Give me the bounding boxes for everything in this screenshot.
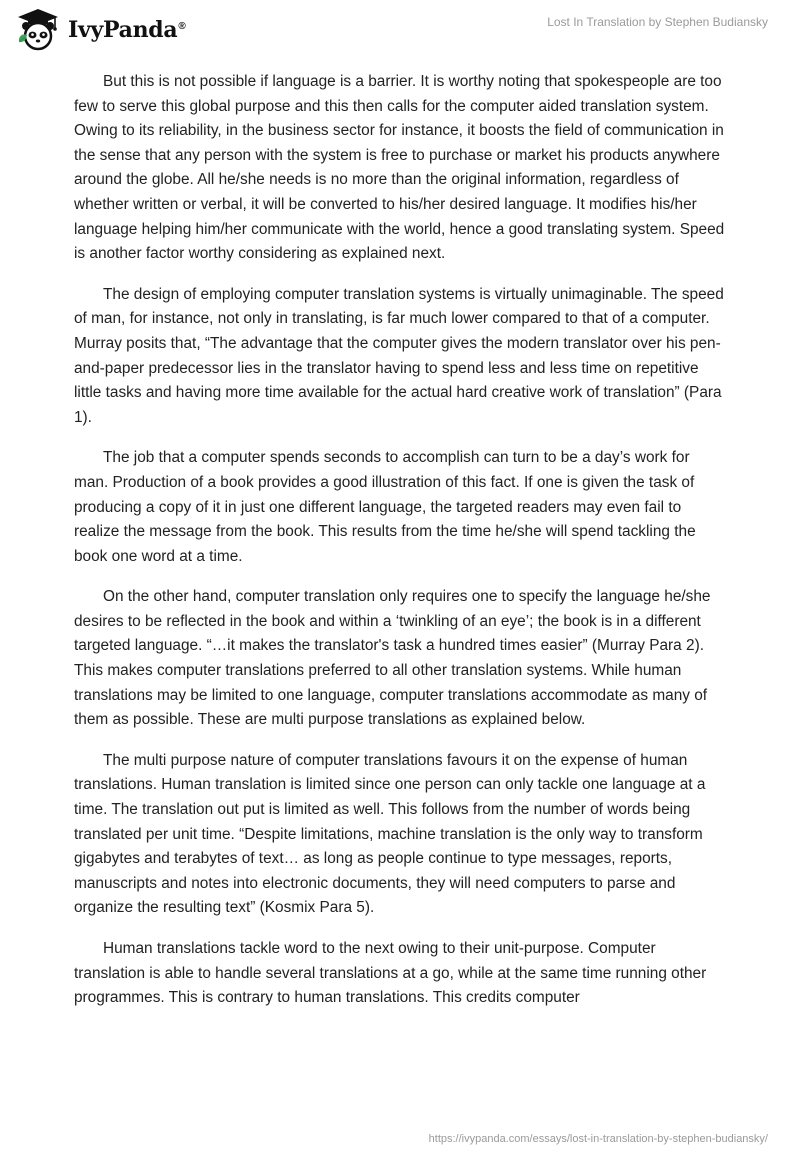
panda-mascot-icon [14,6,62,54]
paragraph-4: On the other hand, computer translation only requires one to specify the language he/she desires to be reflected in the book and within a ‘twinkling of an eye’; the book is in a different targeted language. “…it makes the translator's task a hundred times easier” (Murray Para 2). This makes computer translations preferred to all other translation systems. While human translations may be limited to one language, computer translations accommodate as many of them as possible. These are multi purpose translations as explained below. [74,588,711,729]
paragraph-6: Human translations tackle word to the next owing to their unit-purpose. Computer translation is able to handle several translations at a go, while at the same time running other programmes. This is contrary to human translations. This credits computer [74,940,707,1007]
document-title: Lost In Translation by Stephen Budiansky [547,15,768,29]
paragraph-5: The multi purpose nature of computer translations favours it on the expense of human translations. Human translation is limited since one person can only tackle one language at a time. The translation out put is limited as well. This follows from the number of words being translated per unit time. “Despite limitations, machine translation is the only way to transform gigabytes and terabytes of text… as long as people continue to type messages, reports, manuscripts and notes into electronic documents, they will need computers to parse and organize the resulting text” (Kosmix Para 5). [74,751,706,917]
registered-mark: ® [178,20,186,32]
paragraph-3: The job that a computer spends seconds to accomplish can turn to be a day’s work for man. Production of a book provides a good illustration of this fact. If one is given the task of producing a copy of it in just one different language, the targeted readers may even fail to realize the message from the book. This results from the time he/she will spend tackling the book one word at a time. [74,449,696,565]
paragraph-2: The design of employing computer translation systems is virtually unimaginable. The speed of man, for instance, not only in translating, is far much lower compared to that of a computer. Murray posits that, “The advantage that the computer gives the modern translator over his pen-and-paper predecessor lies in the translator having to spend less and less time on repetitive little tasks and having more time available for the actual hard creative work of translation” (Para 1). [74,285,724,426]
source-url-link[interactable]: https://ivypanda.com/essays/lost-in-translation-by-stephen-budiansky/ [428,1133,768,1145]
paragraph-1: But this is not possible if language is a barrier. It is worthy noting that spokespeople are too few to serve this global purpose and this then calls for the computer aided translation system. Owing to its reliability, in the business sector for instance, it boosts the field of communication in the sense that any person with the system is free to purchase or market his products anywhere around the globe. All he/she needs is no more than the original information, regardless of whether written or verbal, it will be converted to his/her desired language. It modifies his/her language helping him/her communicate with the world, hence a good translating system. Speed is another factor worthy considering as explained next. [74,73,725,263]
essay-body [74,70,726,1027]
brand-name: IvyPanda® [68,17,186,43]
page-header [0,0,800,70]
ivypanda-logo[interactable] [14,6,185,54]
